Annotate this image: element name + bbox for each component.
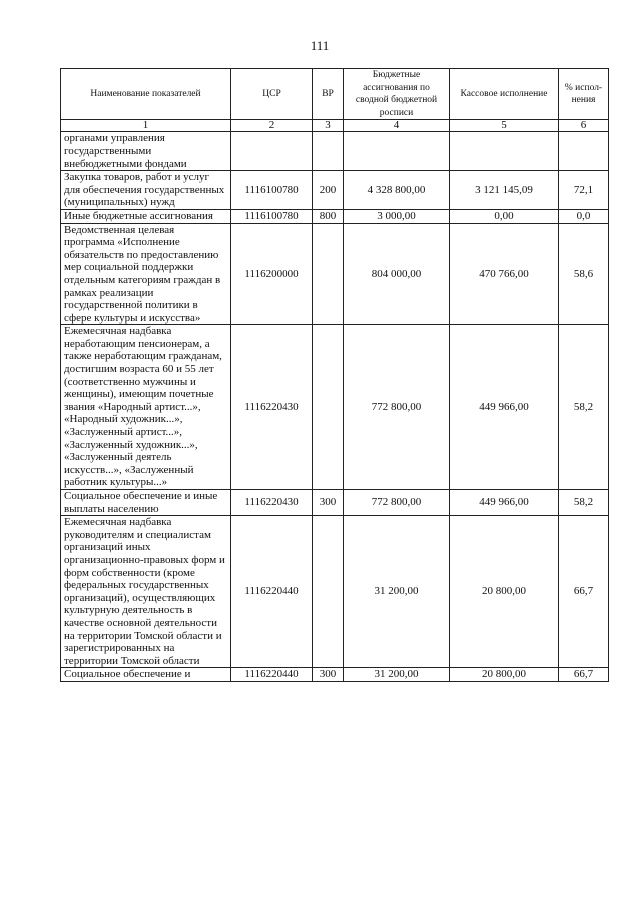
budget-execution-table: [60, 68, 609, 682]
vr-code: 800: [313, 209, 344, 223]
header-vr: ВР: [313, 69, 344, 120]
executed-amount: 20 800,00: [450, 516, 559, 668]
vr-code: [313, 132, 344, 171]
table-row: [61, 490, 609, 516]
vr-code: [313, 325, 344, 490]
csr-code: 1116220440: [231, 668, 313, 682]
executed-amount: 3 121 145,09: [450, 171, 559, 210]
indicator-name: Закупка товаров, работ и услуг для обеспечения государственных (муниципальных) нужд: [61, 171, 231, 210]
csr-code: 1116200000: [231, 223, 313, 325]
executed-amount: [450, 132, 559, 171]
executed-amount: 449 966,00: [450, 490, 559, 516]
csr-code: 1116220440: [231, 516, 313, 668]
table-row: [61, 171, 609, 210]
budget-amount: 31 200,00: [344, 516, 450, 668]
csr-code: [231, 132, 313, 171]
header-budget-allocations: Бюджетные ассигнования по сводной бюджетной росписи: [344, 69, 450, 120]
page-number: 111: [310, 38, 330, 53]
indicator-name: Ежемесячная надбавка руководителям и специалистам организаций иных организационно-правовых форм и форм собственности (кроме федеральных государственных организаций), осуществляющих культурную деятельность в качестве основной деятельности на территории Томской области и зарегистрированных на территории Томской области: [61, 516, 231, 668]
column-number: 5: [450, 120, 559, 132]
budget-amount: 804 000,00: [344, 223, 450, 325]
vr-code: 200: [313, 171, 344, 210]
header-csr: ЦСР: [231, 69, 313, 120]
budget-amount: 772 800,00: [344, 490, 450, 516]
indicator-name: органами управления государственными внебюджетными фондами: [61, 132, 231, 171]
csr-code: 1116100780: [231, 209, 313, 223]
header-execution-percent: % испол-нения: [559, 69, 609, 120]
column-number: 2: [231, 120, 313, 132]
column-number-row: [61, 120, 609, 132]
budget-amount: 4 328 800,00: [344, 171, 450, 210]
csr-code: 1116100780: [231, 171, 313, 210]
indicator-name: Иные бюджетные ассигнования: [61, 209, 231, 223]
executed-amount: 470 766,00: [450, 223, 559, 325]
table-row: [61, 516, 609, 668]
execution-percent: 0,0: [559, 209, 609, 223]
csr-code: 1116220430: [231, 325, 313, 490]
indicator-name: Ежемесячная надбавка неработающим пенсионерам, а также неработающим гражданам, достигшим возраста 60 и 55 лет (соответственно мужчины и женщины), имеющим почетные звания «Народный артист...», «Народный художник...», «Заслуженный артист...», «Заслуженный художник...», «Заслуженный деятель искусств...», «Заслуженный работник культуры...»: [61, 325, 231, 490]
execution-percent: 72,1: [559, 171, 609, 210]
column-number: 4: [344, 120, 450, 132]
execution-percent: 58,2: [559, 325, 609, 490]
column-number: 1: [61, 120, 231, 132]
budget-amount: 772 800,00: [344, 325, 450, 490]
header-indicator-name: Наименование показателей: [61, 69, 231, 120]
executed-amount: 449 966,00: [450, 325, 559, 490]
execution-percent: [559, 132, 609, 171]
vr-code: 300: [313, 490, 344, 516]
indicator-name: Социальное обеспечение и: [61, 668, 231, 682]
indicator-name: Социальное обеспечение и иные выплаты населению: [61, 490, 231, 516]
execution-percent: 58,2: [559, 490, 609, 516]
vr-code: [313, 223, 344, 325]
header-row: [61, 69, 609, 120]
table-row: [61, 209, 609, 223]
indicator-name: Ведомственная целевая программа «Исполнение обязательств по предоставлению мер социальной поддержки отдельным категориям граждан в рамках реализации государственной политики в сфере культуры и искусства»: [61, 223, 231, 325]
vr-code: [313, 516, 344, 668]
budget-amount: 3 000,00: [344, 209, 450, 223]
executed-amount: 0,00: [450, 209, 559, 223]
execution-percent: 58,6: [559, 223, 609, 325]
table-row: [61, 668, 609, 682]
execution-percent: 66,7: [559, 668, 609, 682]
executed-amount: 20 800,00: [450, 668, 559, 682]
table-row: [61, 325, 609, 490]
budget-amount: [344, 132, 450, 171]
header-cash-execution: Кассовое исполнение: [450, 69, 559, 120]
execution-percent: 66,7: [559, 516, 609, 668]
csr-code: 1116220430: [231, 490, 313, 516]
column-number: 6: [559, 120, 609, 132]
table-row: [61, 223, 609, 325]
table-row: [61, 132, 609, 171]
column-number: 3: [313, 120, 344, 132]
budget-amount: 31 200,00: [344, 668, 450, 682]
vr-code: 300: [313, 668, 344, 682]
